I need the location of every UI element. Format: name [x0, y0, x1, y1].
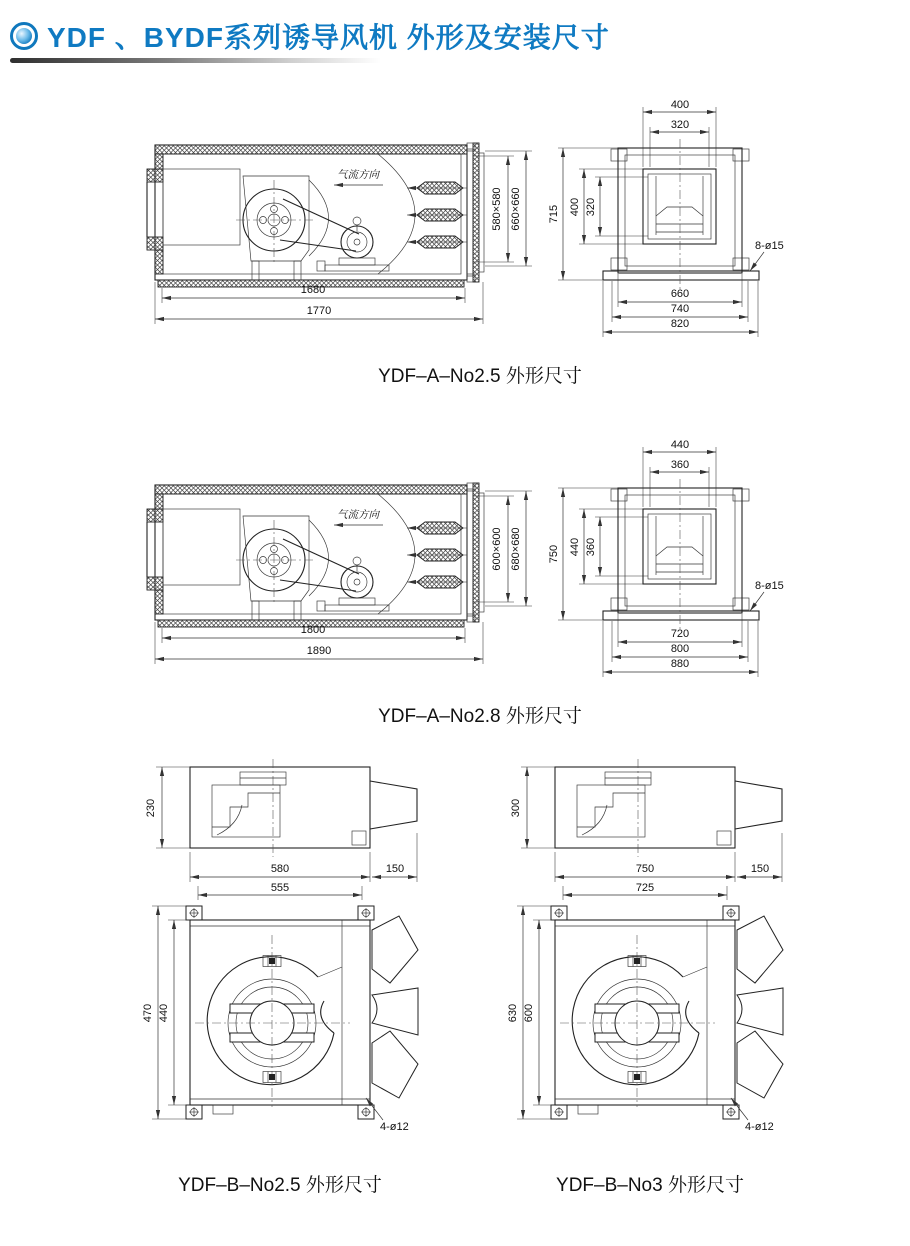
- dim-label: 1800: [300, 624, 326, 636]
- dim-label: 680×680: [510, 527, 522, 571]
- dim-label: 880: [670, 658, 690, 670]
- figure-caption: YDF–A–No2.5 外形尺寸: [378, 366, 582, 387]
- figures-ydf-b: [0, 755, 910, 1245]
- dim-label: 360: [585, 537, 597, 557]
- dim-label: 400: [670, 99, 690, 111]
- dim-label: 400: [569, 197, 581, 217]
- dim-label: 360: [670, 459, 690, 471]
- dim-label: 440: [158, 1003, 170, 1023]
- dim-label: 800: [670, 643, 690, 655]
- dim-label: 750: [548, 544, 560, 564]
- dim-label: 580: [270, 863, 290, 875]
- bolt-holes-label: 4-ø12: [380, 1121, 409, 1133]
- dim-label: 1680: [300, 284, 326, 296]
- dim-label: 725: [635, 882, 655, 894]
- dim-label: 1770: [306, 305, 332, 317]
- dim-label: 660: [670, 288, 690, 300]
- dim-label: 720: [670, 628, 690, 640]
- figure-caption: YDF–B–No2.5 外形尺寸: [178, 1175, 382, 1196]
- dim-label: 715: [548, 204, 560, 224]
- dim-label: 300: [510, 798, 522, 818]
- dim-label: 320: [585, 197, 597, 217]
- dim-label: 320: [670, 119, 690, 131]
- ydf-b-no2-5-drawing: [152, 759, 418, 1120]
- dim-label: 555: [270, 882, 290, 894]
- dim-label: 440: [569, 537, 581, 557]
- bolt-holes-label: 4-ø12: [745, 1121, 774, 1133]
- ydf-b-no3-drawing: [517, 759, 783, 1120]
- dim-label: 600×600: [491, 527, 503, 571]
- dim-label: 230: [145, 798, 157, 818]
- dim-label: 600: [523, 1003, 535, 1023]
- dim-label: 750: [635, 863, 655, 875]
- airflow-label: 气流方向: [337, 169, 379, 181]
- dim-label: 660×660: [510, 187, 522, 231]
- front-view: [558, 107, 764, 337]
- figure-ydf-a-no2-8: [0, 425, 910, 760]
- figure-ydf-a-no2-5: [0, 85, 910, 420]
- dim-label: 630: [507, 1003, 519, 1023]
- figure-caption: YDF–A–No2.8 外形尺寸: [378, 706, 582, 727]
- page-title: YDF 、BYDF系列诱导风机 外形及安装尺寸: [47, 22, 610, 53]
- bullseye-icon: [10, 22, 38, 50]
- dim-label: 150: [385, 863, 405, 875]
- dim-label: 820: [670, 318, 690, 330]
- dim-label: 470: [142, 1003, 154, 1023]
- dim-label: 580×580: [491, 187, 503, 231]
- airflow-label: 气流方向: [337, 509, 379, 521]
- bullseye-icon-core: [16, 28, 32, 44]
- figure-caption: YDF–B–No3 外形尺寸: [556, 1175, 744, 1196]
- header: [10, 16, 610, 56]
- dim-label: 740: [670, 303, 690, 315]
- dim-label: 1890: [306, 645, 332, 657]
- title-divider: [10, 58, 462, 63]
- dim-label: 440: [670, 439, 690, 451]
- bolt-holes-label: 8-ø15: [755, 240, 784, 252]
- bolt-holes-label: 8-ø15: [755, 580, 784, 592]
- front-view: [558, 447, 764, 677]
- dim-label: 150: [750, 863, 770, 875]
